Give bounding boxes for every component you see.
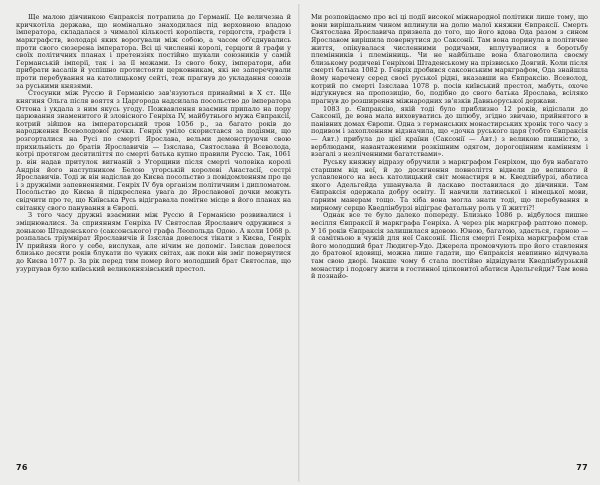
right-page [303,6,594,478]
page-number: 77 [576,463,588,472]
left-page-text [16,14,291,273]
paragraph: З того часу дружні взаємини між Руссю й Германією розвивалися і зміцнювалися. За сприянням Генріха IV Святослав Ярославич одружився з донькою Штаденського (саксонського) графа Леопольда Одою. А коли 1068 р. розпалась тріумвірат Ярославичів й Ізяслав довелося тікати з Києва, Генріх IV прийняв його у себе, вислухав, але нічим не допоміг. Ізяслав довелося близько десяти років блукати по чужих світах, аж поки він зміг повернутися до Києва 1077 р. За рік перед тим помер його молодший брат Святослав, що узурпував було київський великокнязівський престол. [16,211,291,273]
left-page [6,6,296,478]
paragraph: Однак все те було далеко попереду. Близько 1086 р. відбулося пишне весілля Євпраксії й маркграфа Генріха. А через рік маркграф раптово помер. У 16 років Євпраксія залишилася вдовою. Юною, багатою, здається, гарною — й самітньою в чужій для неї Саксонії. Після смерті Генріха маркграфом став його молодший брат Людигер-Удо. Джерела промовчують про його ставлення до братової вдовиці, можна лише гадати, що Євпраксія невпинно відчувала там свою дворі. Інакше чому б стала постійно відвідувати Кведлінбурзький монастир і подовгу жити в гостинної цілковитої абатиси Адельгейди? Там вона й познайо- [311,211,588,281]
paragraph: Ще малою дівчинкою Євпраксія потрапила до Германії. Це величезна й кричкотіла держава, що номінально знаходилася під верховною владою імператора, складалася з чималої кількості королівств, герцогств, графств і маркграфств, володарі яких ворогували між собою, а часом об'єднувались проти свого сюзерена імператора. Всі ці численні королі, герцоги й графи у своїх політичних планах і претензіях постійно шукали союзників у самій Германській імперії, так і за її межами. Із свого боку, імператори, аби прибрати васалів й успішно протистояти церковникам, які не заперечували проти перебування на католицькому сейті, теж прагнув до укладання союзів за руськими князями. [16,13,291,90]
paragraph: Руську княжну відразу обручили з маркграфом Генріхом, що був набагато старшим від неї, й до досягнення повноліття відвели до великого й уславленого на весь католицький світ монастиря в м. Кведлінбурзі, абатиса якого Адельгейда ушанувала й ласкаво поставилася до дівчинки. Там Євпраксія одержала добру освіту. Її навчили латинської і німецької мови, гарним манерам тощо. Та хіба вона могла знати тоді, що перебування в мирному серцю Кведлінбурзі відіграє фатальну роль у її житті?! [311,157,588,212]
paragraph: Ми розповідаємо про всі ці події високої міжнародної політики лише тому, що вони вирішальним чином вплинули на долю малої княжни Євпраксії. Смерть Святослава Ярославича призвела до того, що його вдова Ода разом з сином Ярославом вирішила повернутися до Саксонії. Там вона поринула в політичне життя, опікувалася численними родичами, вплутувалися в боротьбу племінників і племінниць. Чи не найбільше вона благоволила своєму близькому родичеві Генріхові Штаденському на прізвисько Довгий. Коли після смерті батька 1082 р. Генріх дробився саксонським маркграфом, Ода знайшла йому наречену серед своєї руської рідні, вказавши на Євпраксію. Всеволод, котрий по смерті Ізяслава 1078 р. посів київський престол, мабуть, охоче відгукнувся на пропозицію, бо, подібно до свого батька Ярослава, всіляко прагнув до розширення міжнародних зв'язків Давньоруської держави. [311,13,588,105]
paragraph: 1083 р. Євпраксію, якій тоді було приблизно 12 років, відіслали до Саксонії, де вона мала виховуватись до шлюбу, згідно звичаю, прийнятого в панівних домах Європи. Одна з германських монастирських хронік того часу з подивом і захопленням відзначила, що «дочка руського царя (тобто Євпраксія — Авт.) прибула до цієї країни (Саксонії — Авт.) з великою пишністю, з верблюдами, навантаженими розкішним одягом, дорогоцінним камінням і взагалі з незліченними багатствами». [311,104,588,159]
book-gutter [298,4,300,482]
paragraph: Стосунки між Руссю й Германією зав'язуються принаймні в X ст. Ще княгиня Ольга після вояття з Царгорода надсилала посольство до імператора Оттона і укдала з ним якусь угоду. Пожвавлення взаємин припало на пору царювання знаменитого й зловісного Генріха IV, майбутнього мужа Євпраксії, котрий зійшов на імператорський трон 1056 р., за багато років до народження Всеволодової дочки. Генріх уміло скористався за подіями, що розгорталися на Русі по смерті Ярослава, вельми демонструючи свою прихильність до братів Ярославичів — Ізяслава, Святослава й Всеволода, котрі протягом десятиліття по смерті батька купно правили Руссю. Так, 1061 р. він надав притулок вигнаній з Угорщини після смерті чоловіка королі Андрія його наступником Белою угорській королеві Анастасії, сестрі Ярославичів. Тоді ж він надіслав до Києва посольство з повідомленням про це і з дружніми запевненнями. Генріх IV був організм політичним і дипломатом. Посольство до Києва й підкреслена увага до Ярославової дочки можуть свідчити про те, що Київська Русь відігравала помітне місце в його планах на світанку свого панування в Європі. [16,89,291,212]
page-number: 76 [16,463,28,472]
right-page-text [311,14,588,281]
